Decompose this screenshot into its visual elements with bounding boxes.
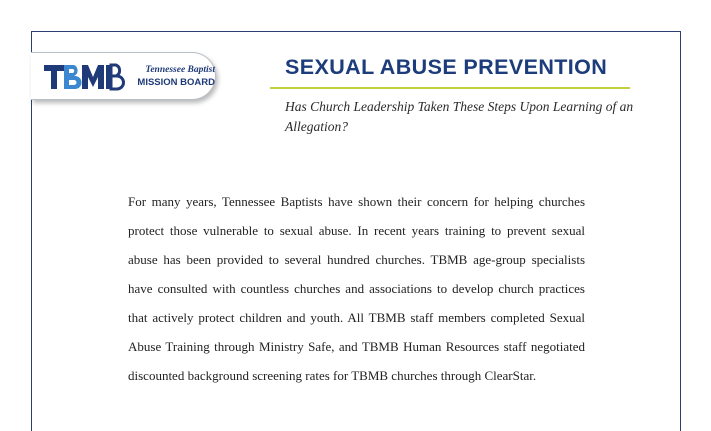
tbmb-logo-text — [137, 66, 215, 87]
intro-paragraph: For many years, Tennessee Baptists have shown their concern for helping churches protect those vulnerable to sexual abuse. In recent years training to prevent sexual abuse has been provided to several hundred churches. TBMB age-group specialists have consulted with countless churches and associations to develop church practices that actively protect children and youth. All TBMB staff members completed Sexual Abuse Training through Ministry Safe, and TBMB Human Resources staff negotiated discounted background screening rates for TBMB churches through ClearStar. — [128, 194, 585, 383]
logo-line-mission-board: MISSION BOARD — [137, 76, 215, 88]
logo-line-tennessee-baptist: Tennessee Baptist — [145, 65, 215, 75]
tbmb-logo-mark — [44, 63, 128, 91]
tbmb-logo — [31, 52, 216, 100]
document-title: SEXUAL ABUSE PREVENTION — [285, 55, 608, 79]
document-subtitle: Has Church Leadership Taken These Steps Upon Learning of an Allegation? — [285, 99, 634, 134]
title-underline-rule — [270, 87, 630, 89]
tbmb-letters-graphic — [44, 63, 128, 91]
